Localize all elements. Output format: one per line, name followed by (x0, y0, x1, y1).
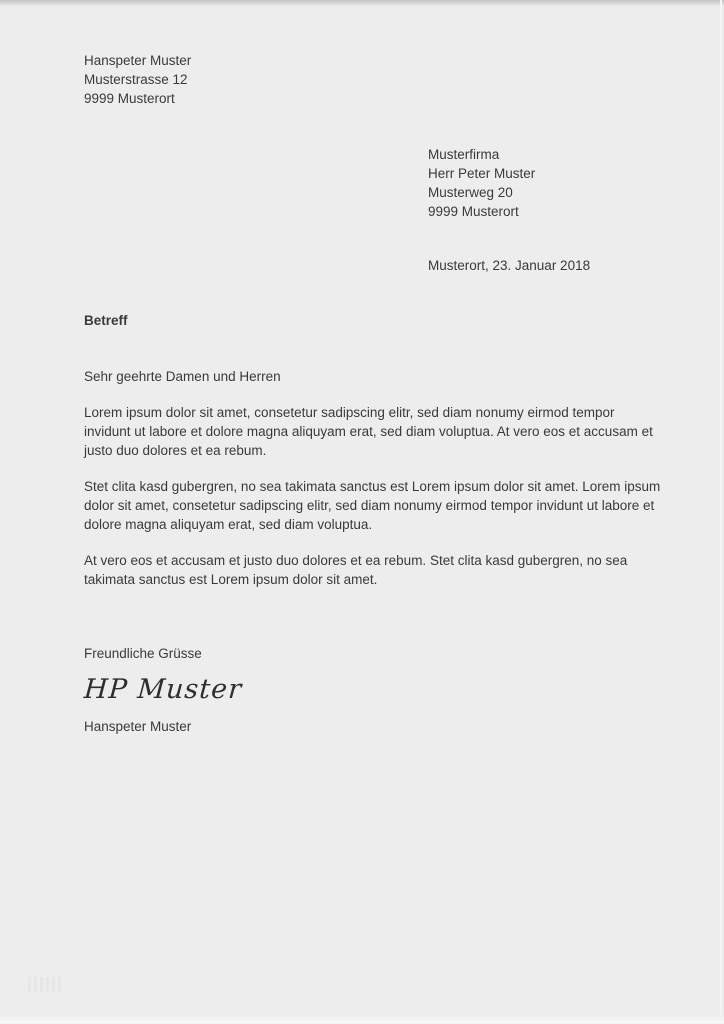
subject-line: Betreff (84, 313, 128, 328)
closing-phrase: Freundliche Grüsse (84, 646, 202, 661)
date-line: Musterort, 23. Januar 2018 (428, 258, 591, 273)
paragraph-line: Lorem ipsum dolor sit amet, consetetur sadipscing elitr, sed diam nonumy eirmod tempor (84, 405, 615, 420)
faint-watermark-artifact (28, 977, 62, 992)
sender-name: Hanspeter Muster (84, 53, 192, 68)
paragraph-line: invidunt ut labore et dolore magna aliquyam erat, sed diam voluptua. At vero eos et accusam et (84, 424, 653, 439)
body-paragraph-2 (84, 477, 669, 534)
paragraph-line: At vero eos et accusam et justo duo dolores et ea rebum. Stet clita kasd gubergren, no sea (84, 553, 628, 568)
page-bottom-edge (0, 1015, 724, 1024)
salutation: Sehr geehrte Damen und Herren (84, 369, 281, 384)
sender-city: 9999 Musterort (84, 91, 175, 106)
body-paragraph-1 (84, 403, 669, 460)
page-right-edge (720, 0, 722, 1024)
sender-street: Musterstrasse 12 (84, 72, 188, 87)
page-top-edge (0, 0, 724, 5)
paragraph-line: dolore magna aliquyam erat, sed diam voluptua. (84, 517, 373, 532)
recipient-name: Herr Peter Muster (428, 166, 536, 181)
sender-address-block (84, 51, 191, 108)
handwritten-signature: HP Muster (83, 674, 244, 705)
paragraph-line: dolor sit amet, consetetur sadipscing elitr, sed diam nonumy eirmod tempor invidunt ut labore et (84, 498, 655, 513)
paragraph-line: Stet clita kasd gubergren, no sea takimata sanctus est Lorem ipsum dolor sit amet. Lorem ipsum (84, 479, 661, 494)
recipient-address-block (428, 145, 535, 221)
paragraph-line: takimata sanctus est Lorem ipsum dolor sit amet. (84, 572, 378, 587)
recipient-company: Musterfirma (428, 147, 500, 162)
paragraph-line: justo duo dolores et ea rebum. (84, 443, 267, 458)
recipient-city: 9999 Musterort (428, 204, 519, 219)
body-paragraph-3 (84, 551, 669, 589)
recipient-street: Musterweg 20 (428, 185, 513, 200)
signer-name: Hanspeter Muster (84, 719, 192, 734)
